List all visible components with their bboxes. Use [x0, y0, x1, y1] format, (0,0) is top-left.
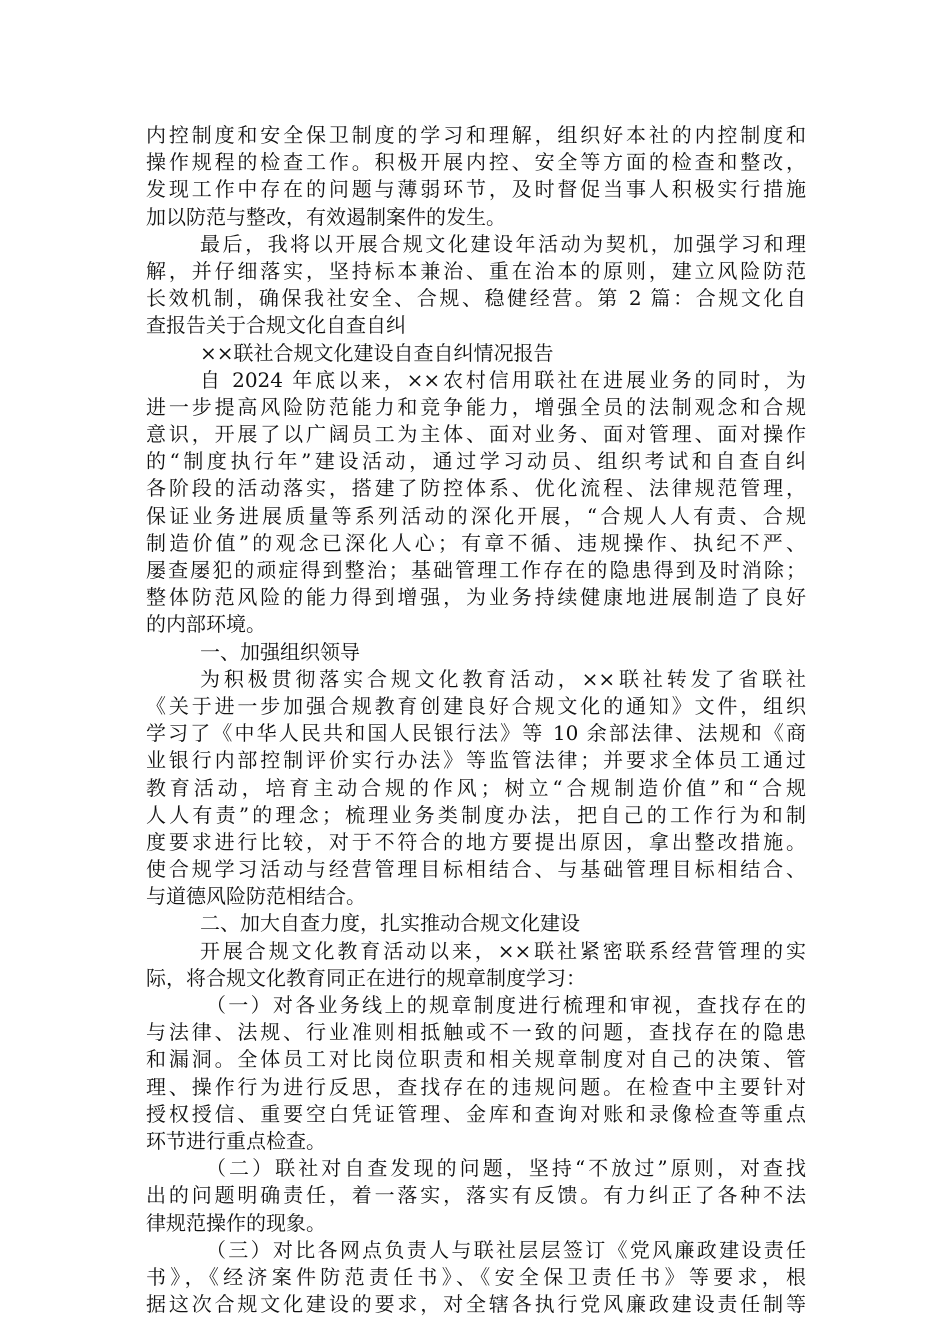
- text-line: 屡查屡犯的顽症得到整治；基础管理工作存在的隐患得到及时消除；: [146, 558, 806, 582]
- text-line: 业银行内部控制评价实行办法》等监管法律；并要求全体员工通过: [146, 748, 806, 773]
- document-body: [146, 122, 806, 1318]
- text-line: 意识，开展了以广阔员工为主体、面对业务、面对管理、面对操作: [146, 422, 806, 447]
- text-line: 发现工作中存在的问题与薄弱环节，及时督促当事人积极实行措施: [146, 177, 806, 202]
- text-line: 为积极贯彻落实合规文化教育活动，××联社转发了省联社: [200, 666, 806, 691]
- text-line: 使合规学习活动与经营管理目标相结合、与基础管理目标相结合、: [146, 857, 806, 882]
- text-line: 制造价值”的观念已深化人心；有章不循、违规操作、执纪不严、: [146, 530, 806, 555]
- section-heading: 一、加强组织领导: [200, 639, 360, 664]
- text-line: 理、操作行为进行反思，查找存在的违规问题。在检查中主要针对: [146, 1074, 806, 1099]
- text-line: （一）对各业务线上的规章制度进行梳理和审视，查找存在的: [206, 993, 806, 1017]
- text-line: 加以防范与整改，有效遏制案件的发生。: [146, 204, 506, 229]
- text-line: 学习了《中华人民共和国人民银行法》等 10 余部法律、法规和《商: [146, 721, 806, 746]
- text-line: 教育活动，培育主动合规的作风；树立“合规制造价值”和“合规: [146, 775, 806, 800]
- text-line: 和漏洞。全体员工对比岗位职责和相关规章制度对自己的决策、管: [146, 1047, 806, 1072]
- text-line: 与法律、法规、行业准则相抵触或不一致的问题，查找存在的隐患: [146, 1020, 806, 1045]
- text-line: 进一步提高风险防范能力和竞争能力，增强全员的法制观念和合规: [146, 394, 806, 419]
- text-line: （三）对比各网点负责人与联社层层签订《党风廉政建设责任: [206, 1237, 806, 1262]
- text-line: 自 2024 年底以来，××农村信用联社在进展业务的同时，为: [200, 367, 806, 392]
- text-line: 操作规程的检查工作。积极开展内控、安全等方面的检查和整改，: [146, 150, 806, 175]
- text-line: 书》，《经济案件防范责任书》、《安全保卫责任书》等要求，根: [146, 1264, 806, 1289]
- text-line: 开展合规文化教育活动以来，××联社紧密联系经营管理的实: [200, 938, 806, 963]
- text-line: 律规范操作的现象。: [146, 1210, 326, 1235]
- text-line: 解，并仔细落实，坚持标本兼治、重在治本的原则，建立风险防范: [146, 258, 806, 283]
- text-line: 与道德风险防范相结合。: [146, 884, 366, 909]
- text-line: 的内部环境。: [146, 612, 266, 637]
- report-title: ××联社合规文化建设自查自纠情况报告: [200, 340, 554, 365]
- text-line: 人人有责”的理念；梳理业务类制度办法，把自己的工作行为和制: [146, 802, 806, 827]
- text-line: 环节进行重点检查。: [146, 1128, 326, 1153]
- text-line: 保证业务进展质量等系列活动的深化开展，“合规人人有责、合规: [146, 503, 806, 528]
- text-line: 《关于进一步加强合规教育创建良好合规文化的通知》文件，组织: [146, 693, 806, 718]
- text-line: 长效机制，确保我社安全、合规、稳健经营。第 2 篇：合规文化自: [146, 286, 806, 311]
- text-line: （二）联社对自查发现的问题，坚持“不放过”原则，对查找: [206, 1156, 806, 1181]
- text-line: 据这次合规文化建设的要求，对全辖各执行党风廉政建设责任制等: [146, 1292, 806, 1317]
- text-line: 的“制度执行年”建设活动，通过学习动员、组织考试和自查自纠: [146, 449, 806, 474]
- text-line: 内控制度和安全保卫制度的学习和理解，组织好本社的内控制度和: [146, 123, 806, 147]
- text-line: 度要求进行比较，对于不符合的地方要提出原因，拿出整改措施。: [146, 829, 806, 854]
- text-line: 查报告关于合规文化自查自纠: [146, 313, 406, 338]
- text-line: 整体防范风险的能力得到增强，为业务持续健康地进展制造了良好: [146, 585, 806, 610]
- text-line: 授权授信、重要空白凭证管理、金库和查询对账和录像检查等重点: [146, 1101, 806, 1126]
- text-line: 各阶段的活动落实，搭建了防控体系、优化流程、法律规范管理，: [146, 476, 806, 501]
- text-line: 最后，我将以开展合规文化建设年活动为契机，加强学习和理: [200, 231, 806, 256]
- text-line: 出的问题明确责任，着一落实，落实有反馈。有力纠正了各种不法: [146, 1183, 806, 1208]
- text-line: 际，将合规文化教育同正在进行的规章制度学习：: [146, 965, 586, 990]
- section-heading: 二、加大自查力度，扎实推动合规文化建设: [200, 911, 580, 936]
